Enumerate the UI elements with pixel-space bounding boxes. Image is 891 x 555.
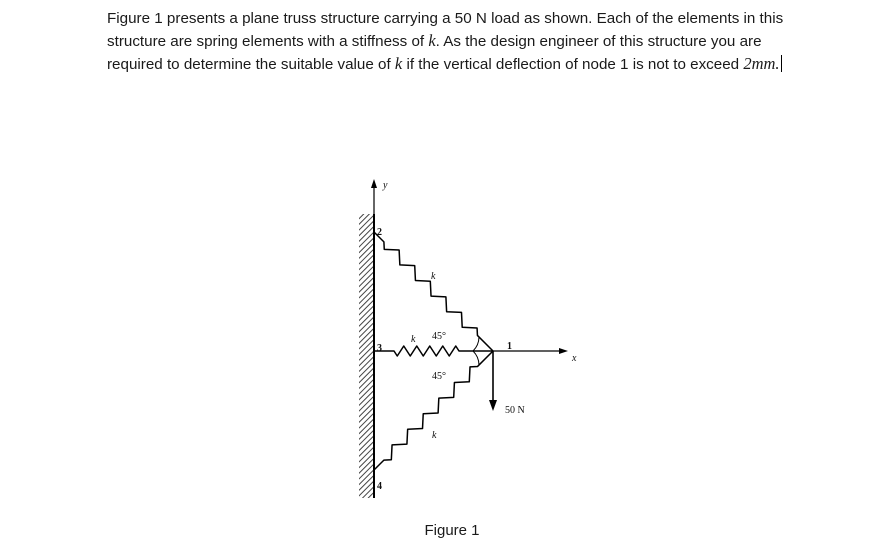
load-label: 50 N	[505, 405, 525, 416]
angle-arc-lower	[473, 351, 479, 365]
load-arrowhead	[489, 400, 497, 411]
node-4-label: 4	[377, 481, 382, 492]
line3-text-a: required to determine the suitable value of	[107, 56, 395, 73]
node-1-label: 1	[507, 341, 512, 352]
stiffness-label-upper: k	[431, 271, 436, 282]
x-axis-label: x	[572, 353, 577, 364]
angle-arc-upper	[473, 337, 479, 351]
line2-text-a: structure are spring elements with a stiffness of	[107, 33, 429, 50]
y-axis-label: y	[383, 180, 388, 191]
stiffness-symbol: k	[428, 31, 436, 50]
stiffness-label-lower: k	[432, 430, 437, 441]
y-axis-arrowhead	[371, 179, 377, 188]
spring-element-middle	[374, 346, 493, 356]
spring-element-lower	[374, 351, 493, 470]
node-2-label: 2	[377, 227, 382, 238]
line2-text-b: . As the design engineer of this structure you are	[435, 33, 762, 50]
wall-hatching	[359, 214, 374, 498]
angle-label-lower: 45°	[432, 371, 446, 382]
angle-label-upper: 45°	[432, 331, 446, 342]
node-3-label: 3	[377, 343, 382, 354]
stiffness-label-middle: k	[411, 334, 416, 345]
figure-caption: Figure 1	[424, 522, 480, 539]
deflection-limit: 2mm.	[743, 54, 780, 73]
line3-text-b: if the vertical deflection of node 1 is not to exceed	[402, 56, 744, 73]
statement-line-1: Figure 1 presents a plane truss structure carrying a 50 N load as shown. Each of the elements in this	[107, 10, 784, 27]
x-axis-arrowhead	[559, 348, 568, 354]
stiffness-symbol-2: k	[394, 54, 403, 73]
